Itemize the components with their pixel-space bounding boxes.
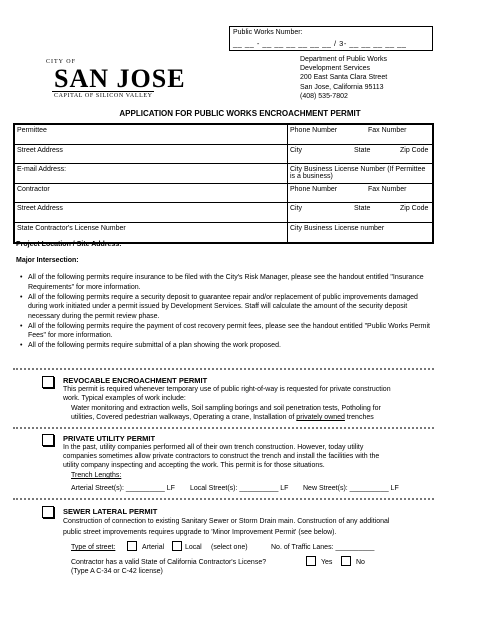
- grid-row-contractor-address: [15, 203, 432, 223]
- license-no-label: No: [356, 559, 365, 566]
- revocable-example2: [71, 413, 374, 423]
- public-works-number-label: Public Works Number:: [233, 29, 303, 36]
- permittee-phone-field[interactable]: Phone Number: [290, 127, 338, 134]
- trench-lengths-label: Trench Lengths:: [71, 472, 122, 479]
- arterial-street-field[interactable]: Arterial Street(s): __________ LF: [71, 485, 175, 492]
- revocable-example2-underlined: privately owned: [296, 414, 345, 421]
- utility-line1: In the past, utility companies performed all of their own trench construction. However, today utility: [63, 444, 364, 451]
- revocable-permit-checkbox[interactable]: [42, 376, 54, 388]
- revocable-example2-a: utilities, Covered pedestrian walkways, Operating a crane, Installation of: [71, 414, 297, 421]
- permittee-fax-field[interactable]: Fax Number: [368, 127, 407, 134]
- permittee-city-field[interactable]: City: [290, 146, 303, 154]
- contractor-street-field[interactable]: Street Address: [15, 203, 288, 222]
- type-of-street-label: Type of street:: [71, 544, 116, 551]
- permittee-business-license-field[interactable]: City Business License Number (If Permittee is a business): [290, 166, 426, 180]
- requirement-security-deposit: • All of the following permits require a security deposit to guarantee repair and/or replacement of public improvements damaged during work initiated under a permit issued by Development Services. Staff will calculate the amount of the security deposit necessary during the permit review phase.: [18, 293, 433, 322]
- local-label: Local: [185, 544, 202, 551]
- address-division: Development Services: [300, 65, 371, 72]
- sewer-line2: public street improvements requires upgrade to 'Minor Improvement Permit' (see below).: [63, 529, 337, 536]
- contractor-city-state-zip: [288, 203, 432, 222]
- grid-row-permittee-address: [15, 145, 432, 165]
- section-divider: [13, 498, 434, 500]
- logo-san-jose: SAN JOSE: [54, 64, 186, 93]
- public-works-number-box: [229, 26, 433, 51]
- contractor-phone-field[interactable]: Phone Number: [290, 185, 338, 193]
- license-yes-label: Yes: [321, 559, 333, 566]
- address-street: 200 East Santa Clara Street: [300, 74, 388, 81]
- form-title: APPLICATION FOR PUBLIC WORKS ENCROACHMENT PERMIT: [119, 109, 361, 118]
- local-street-field[interactable]: Local Street(s): __________ LF: [190, 485, 289, 492]
- revocable-example2-b: trenches: [344, 414, 374, 421]
- permittee-city-state-zip: [288, 145, 432, 164]
- new-street-field[interactable]: New Street(s): __________ LF: [303, 485, 399, 492]
- contractor-zip-field[interactable]: Zip Code: [400, 205, 429, 212]
- contractor-state-field[interactable]: State: [354, 205, 371, 212]
- contractor-license-field[interactable]: State Contractor's License Number: [15, 223, 288, 243]
- public-works-number-field[interactable]: __ __ - __ __ __ __ __ __ / 3- __ __ __ __ __: [233, 39, 407, 48]
- select-one-hint: (select one): [211, 544, 248, 551]
- revocable-line2: work. Typical examples of work include:: [63, 395, 186, 402]
- arterial-checkbox[interactable]: [127, 541, 137, 551]
- utility-line3: utility company inspecting and accepting the work. This permit is for those situations.: [63, 462, 325, 469]
- major-intersection-field[interactable]: Major Intersection:: [16, 257, 79, 264]
- private-utility-permit-title: PRIVATE UTILITY PERMIT: [63, 434, 156, 443]
- contractor-city-field[interactable]: City: [290, 205, 303, 212]
- revocable-permit-title: REVOCABLE ENCROACHMENT PERMIT: [63, 376, 208, 385]
- logo-city-of: CITY OF: [46, 59, 76, 65]
- private-utility-permit-checkbox[interactable]: [42, 434, 54, 446]
- revocable-example1: Water monitoring and extraction wells, Soil sampling borings and soil penetration tests, Potholing for: [71, 405, 381, 412]
- permittee-contact: [288, 125, 432, 144]
- email-field[interactable]: E-mail Address:: [15, 164, 288, 183]
- contractor-contact: [288, 184, 432, 203]
- address-dept: Department of Public Works: [300, 56, 388, 63]
- section-divider: [13, 368, 434, 370]
- permittee-business-license: [288, 164, 432, 183]
- permittee-street-field[interactable]: Street Address: [15, 145, 288, 164]
- logo-rule: [52, 91, 154, 92]
- requirement-insurance: • All of the following permits require insurance to be filed with the City's Risk Manager, please see the handout entitled "Insurance Requirements" for more information.: [18, 273, 433, 292]
- contractor-field[interactable]: Contractor: [15, 184, 288, 203]
- logo-tagline: CAPITAL OF SILICON VALLEY: [54, 93, 153, 99]
- contractor-business-license: [288, 223, 432, 243]
- requirements-list: [18, 273, 433, 351]
- utility-line2: companies sometimes allow private contractors to construct the trench and install the facilities with the: [63, 453, 380, 460]
- license-yes-checkbox[interactable]: [306, 556, 316, 566]
- permittee-zip-field[interactable]: Zip Code: [400, 146, 429, 154]
- traffic-lanes-field[interactable]: No. of Traffic Lanes: __________: [271, 544, 375, 551]
- address-phone: (408) 535-7802: [300, 93, 348, 100]
- contractor-business-license-field[interactable]: City Business License number: [290, 224, 385, 232]
- grid-row-permittee: [15, 125, 432, 145]
- grid-row-license: [15, 223, 432, 243]
- local-checkbox[interactable]: [172, 541, 182, 551]
- contractor-fax-field[interactable]: Fax Number: [368, 185, 407, 193]
- contractor-license-question: Contractor has a valid State of California Contractor's License?: [71, 559, 267, 566]
- address-city: San Jose, California 95113: [300, 84, 384, 91]
- section-divider: [13, 427, 434, 429]
- permittee-field[interactable]: Permittee: [15, 125, 288, 144]
- sewer-line1: Construction of connection to existing Sanitary Sewer or Storm Drain main. Construction of any additional: [63, 518, 390, 525]
- sewer-lateral-permit-title: SEWER LATERAL PERMIT: [63, 507, 158, 516]
- requirement-fees: • All of the following permits require the payment of cost recovery permit fees, please see the handout entitled "Public Works Permit Fees" for more information.: [18, 322, 433, 341]
- applicant-info-grid: [13, 123, 434, 244]
- revocable-line1: This permit is required whenever temporary use of public right-of-way is requested for private construction: [63, 386, 391, 393]
- grid-row-contractor: [15, 184, 432, 204]
- sewer-lateral-permit-checkbox[interactable]: [42, 506, 54, 518]
- license-no-checkbox[interactable]: [341, 556, 351, 566]
- requirement-plan: • All of the following permits require submittal of a plan showing the work proposed.: [18, 341, 433, 351]
- project-location-field[interactable]: Project Location / Site Address:: [16, 241, 122, 248]
- arterial-label: Arterial: [142, 544, 165, 551]
- permittee-state-field[interactable]: State: [354, 146, 371, 154]
- grid-row-email: [15, 164, 432, 184]
- contractor-license-type: (Type A C-34 or C-42 license): [71, 568, 163, 575]
